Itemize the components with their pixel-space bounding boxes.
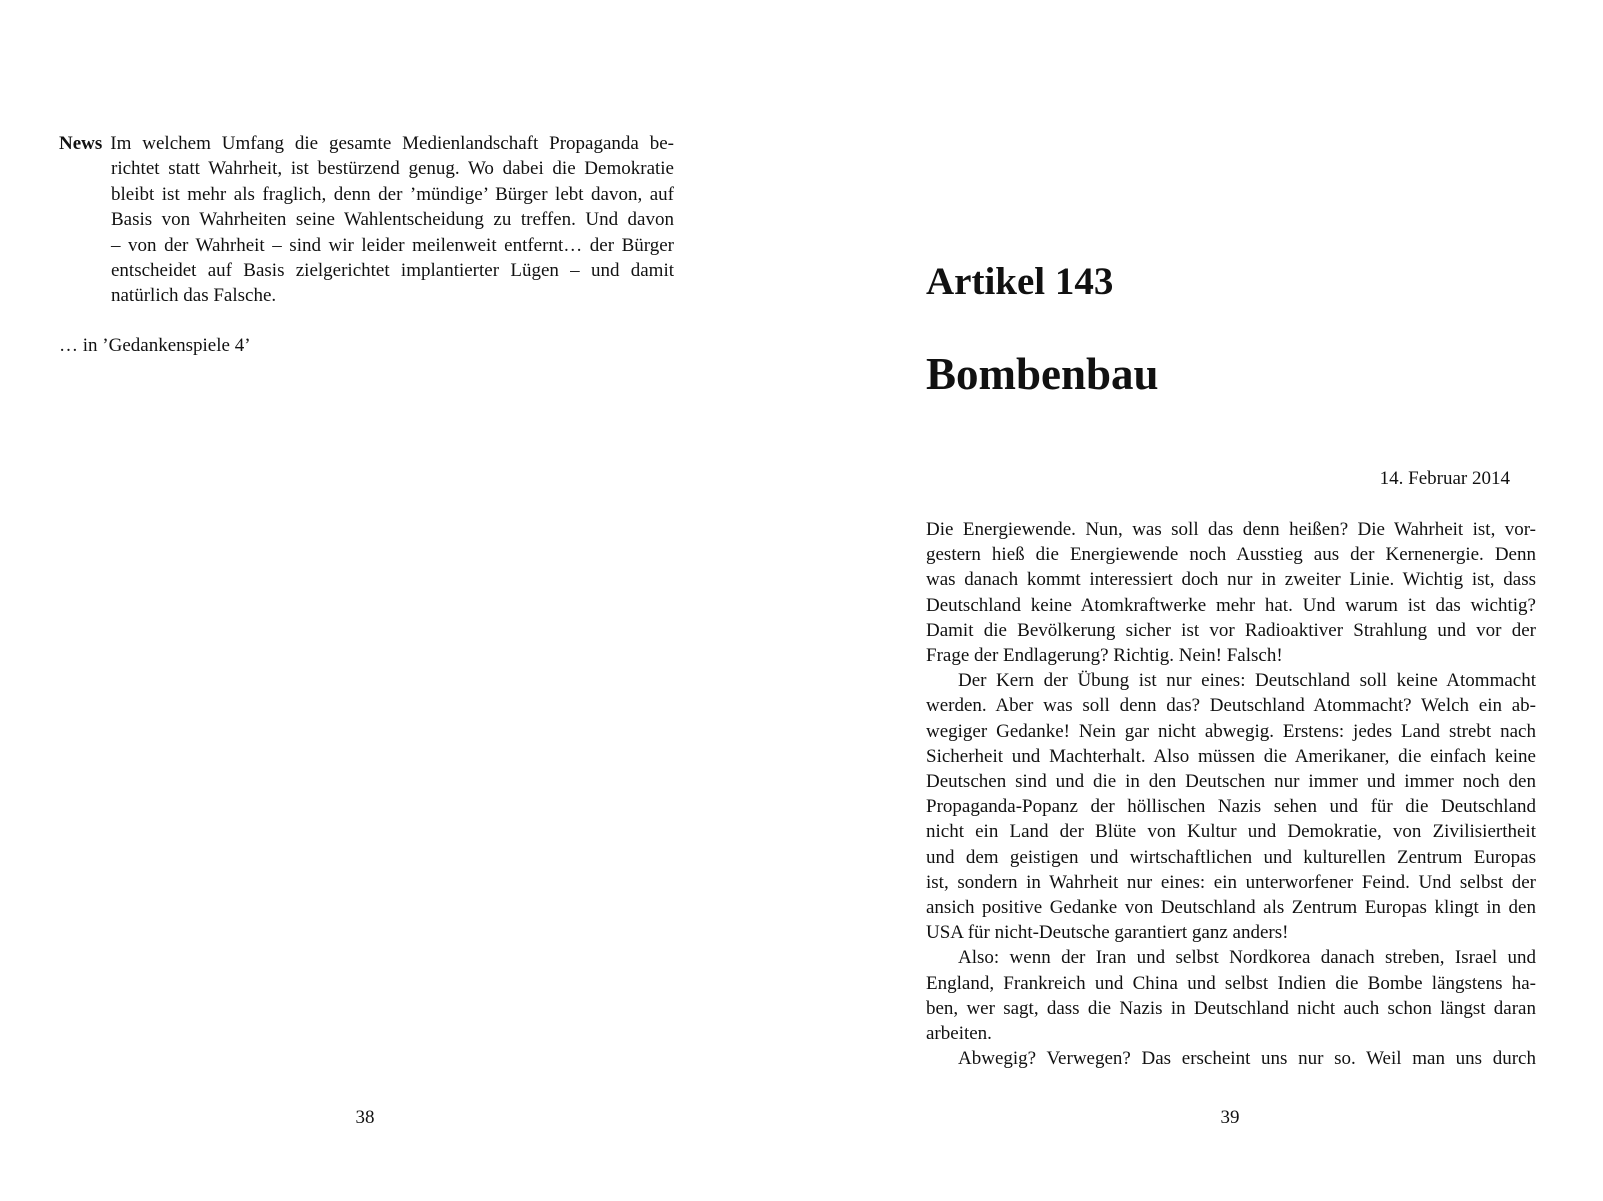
body-line: USA für nicht-Deutsche garantiert ganz anders!: [926, 922, 1289, 944]
body-line: Also: wenn der Iran und selbst Nordkorea danach streben, Israel und: [958, 947, 1536, 969]
body-line: Die Energiewende. Nun, was soll das denn heißen? Die Wahrheit ist, vor-: [926, 519, 1536, 540]
left-page: [0, 0, 760, 1201]
news-text-line: Im welchem Umfang die gesamte Medienlandschaft Propaganda be-: [110, 133, 674, 154]
body-line: gestern hieß die Energiewende noch Ausstieg aus der Kernenergie. Denn: [926, 544, 1536, 566]
article-date: 14. Februar 2014: [1379, 468, 1510, 489]
body-line: Deutschland keine Atomkraftwerke mehr hat. Und warum ist das wichtig?: [926, 594, 1536, 616]
news-term: News: [59, 133, 103, 154]
news-entry: [59, 131, 674, 309]
body-line: nicht ein Land der Blüte von Kultur und Demokratie, von Zivilisiertheit: [926, 821, 1536, 843]
body-line: England, Frankreich und China und selbst Indien die Bombe längstens ha-: [926, 972, 1536, 994]
body-line: Frage der Endlagerung? Richtig. Nein! Falsch!: [926, 645, 1283, 667]
page-number-right: 39: [1220, 1107, 1240, 1128]
news-text-line: natürlich das Falsche.: [111, 285, 277, 307]
body-line: ansich positive Gedanke von Deutschland als Zentrum Europas klingt in den: [926, 897, 1536, 919]
body-line: Der Kern der Übung ist nur eines: Deutschland soll keine Atommacht: [958, 670, 1536, 692]
body-line: und dem geistigen und wirtschaftlichen und kulturellen Zentrum Europas: [926, 846, 1536, 868]
article-body: [926, 517, 1536, 1071]
news-line-1: [59, 131, 674, 156]
news-text-line: – von der Wahrheit – sind wir leider meilenweit entfernt… der Bürger: [111, 234, 674, 256]
right-page: [800, 0, 1603, 1201]
body-line: wegiger Gedanke! Nein gar nicht abwegig. Erstens: jedes Land strebt nach: [926, 720, 1536, 742]
body-line: arbeiten.: [926, 1023, 992, 1045]
body-line: Damit die Bevölkerung sicher ist vor Radioaktiver Strahlung und vor der: [926, 619, 1536, 641]
news-text-line: entscheidet auf Basis zielgerichtet implantierter Lügen – und damit: [111, 260, 674, 282]
body-line: ben, wer sagt, dass die Nazis in Deutschland nicht auch schon längst daran: [926, 997, 1536, 1019]
article-title: Bombenbau: [926, 349, 1159, 399]
body-line: Deutschen sind und die in den Deutschen nur immer und immer noch den: [926, 771, 1536, 793]
body-line: was danach kommt interessiert doch nur in zweiter Linie. Wichtig ist, dass: [926, 569, 1536, 591]
news-text-line: bleibt ist mehr als fraglich, denn der ’mündige’ Bürger lebt davon, auf: [111, 183, 674, 205]
body-line: Abwegig? Verwegen? Das erscheint uns nur so. Weil man uns durch: [958, 1048, 1536, 1070]
body-line: Sicherheit und Machterhalt. Also müssen die Amerikaner, die einfach keine: [926, 745, 1536, 767]
news-text-line: Basis von Wahrheiten seine Wahlentscheidung zu treffen. Und davon: [111, 209, 674, 231]
body-line: werden. Aber was soll denn das? Deutschland Atommacht? Welch ein ab-: [926, 695, 1536, 717]
source-reference: … in ’Gedankenspiele 4’: [59, 335, 251, 356]
page-number-left: 38: [355, 1107, 375, 1128]
body-line: ist, sondern in Wahrheit nur eines: ein unterworfener Feind. Und selbst der: [926, 871, 1536, 893]
article-number: Artikel 143: [926, 260, 1114, 303]
news-text-line: richtet statt Wahrheit, ist bestürzend genug. Wo dabei die Demokratie: [111, 158, 674, 180]
body-line: Propaganda-Popanz der höllischen Nazis sehen und für die Deutschland: [926, 796, 1536, 818]
